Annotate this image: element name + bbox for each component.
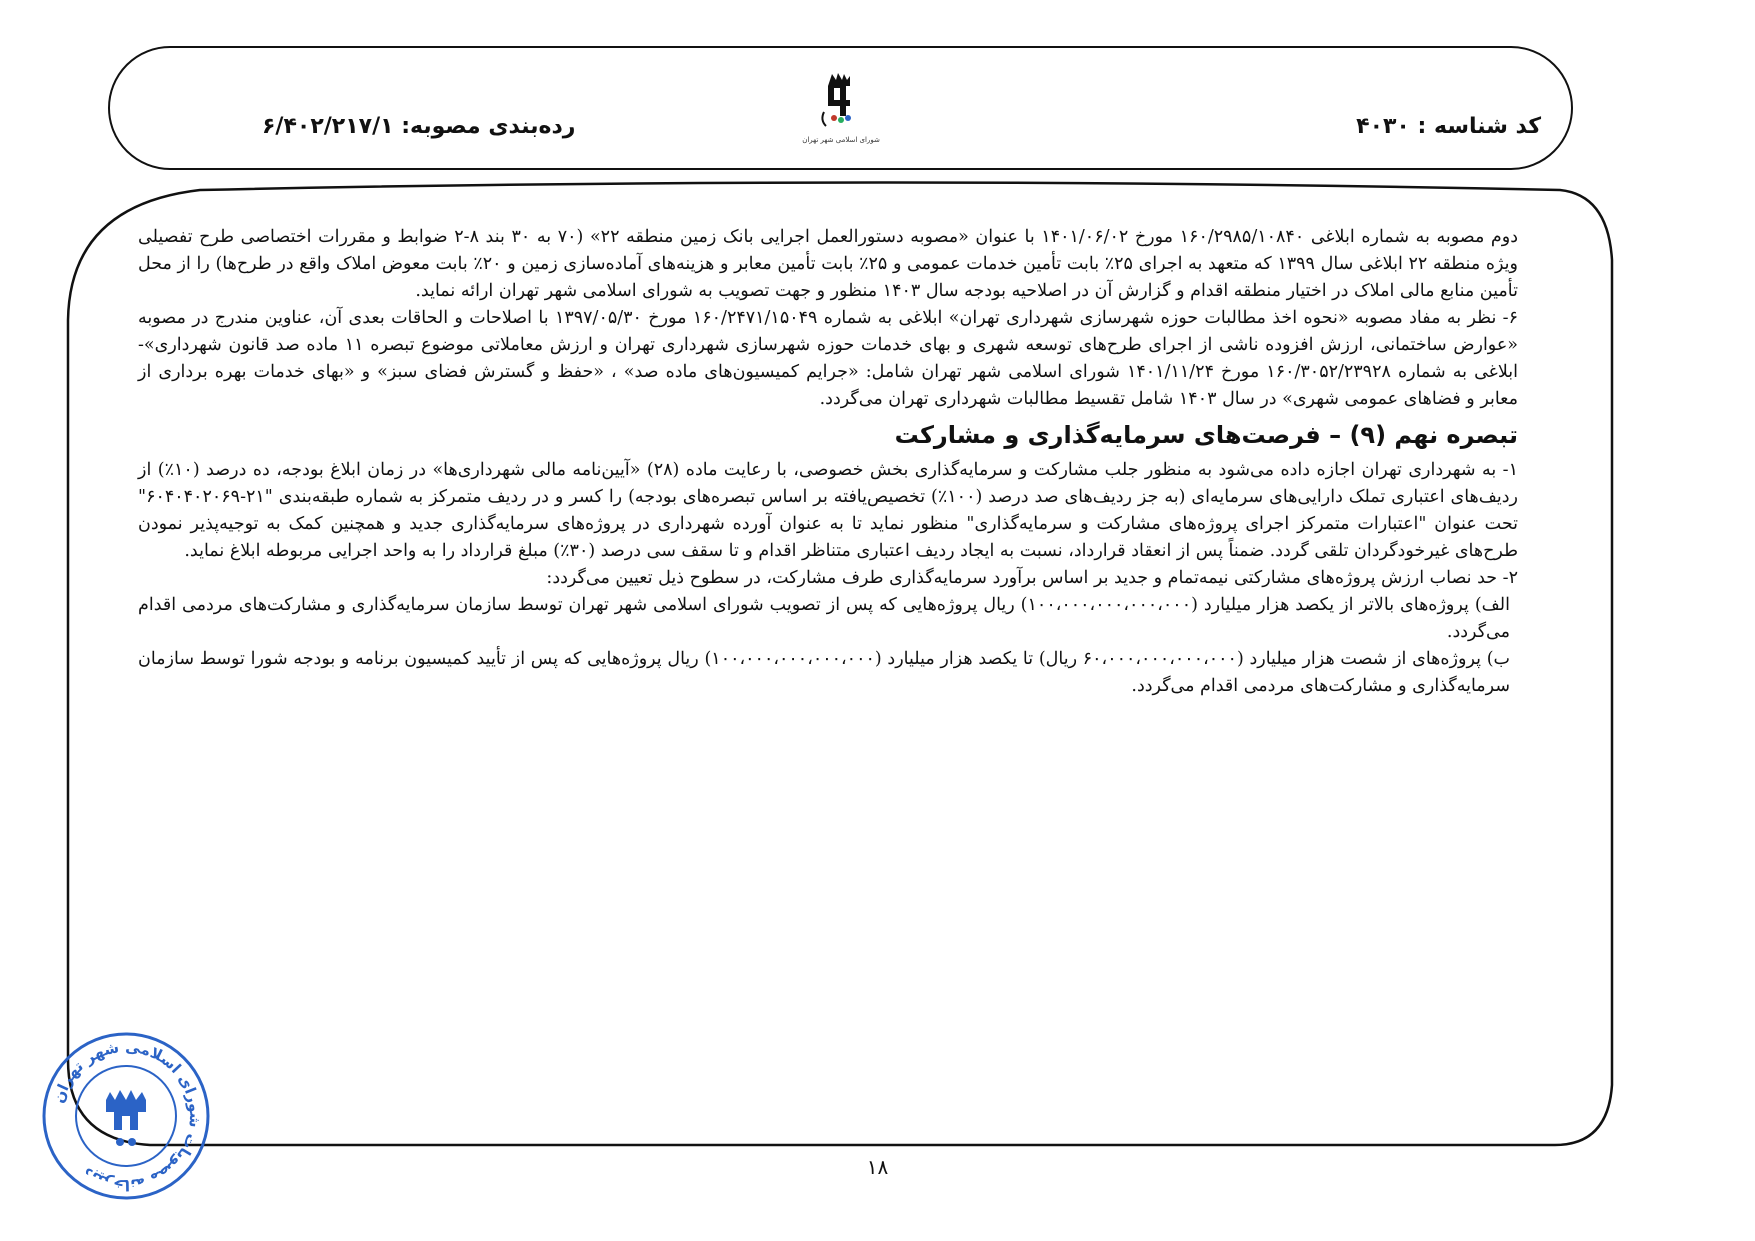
paragraph-6: ۶- نظر به مفاد مصوبه «نحوه اخذ مطالبات حوزه شهرسازی شهرداری تهران» ابلاغی به شماره ۱۶۰/۲۴۷۱/۱۵۰۴۹ مورخ ۱۳۹۷/۰۵/۳۰ با اصلاحات و الحاقات بعدی آن، عناوین مندرج در مصوبه «عوارض ساختمانی، ارزش افزوده ناشی از اجرای طرح‌های توسعه شهری و بهای خدمات حوزه شهرسازی شهرداری تهران و ارزش معاملاتی موضوع تبصره ۱۱ ماده صد قانون شهرداری»- ابلاغی به شماره ۱۶۰/۳۰۵۲/۲۳۹۲۸ مورخ ۱۴۰۱/۱۱/۲۴ شورای اسلامی شهر تهران شامل: «جرایم کمیسیون‌های ماده صد» ، «حفظ و گسترش فضای سبز» و «بهای خدمات بهره برداری از معابر و فضاهای عمومی شهری» در سال ۱۴۰۳ شامل تقسیط مطالبات شهرداری تهران می‌گردد.: [138, 308, 1518, 409]
council-emblem-icon: [802, 70, 880, 148]
resolution-body: [138, 224, 1518, 700]
paragraph-9-2: ۲- حد نصاب ارزش پروژه‌های مشارکتی نیمه‌تمام و جدید بر اساس برآورد سرمایه‌گذاری طرف مشارکت، در سطوح ذیل تعیین می‌گردد:: [546, 568, 1518, 588]
svg-text:شورای اسلامی شهر تهران: شورای اسلامی شهر تهران: [802, 136, 880, 144]
paragraph-intro: دوم مصوبه به شماره ابلاغی ۱۶۰/۲۹۸۵/۱۰۸۴۰ مورخ ۱۴۰۱/۰۶/۰۲ با عنوان «مصوبه دستورالعمل اجرایی بانک زمین منطقه ۲۲» (۷۰ به ۳۰ بند ۸-۲ ضوابط و مقررات اختصاصی طرح تفصیلی ویژه منطقه ۲۲ ابلاغی سال ۱۳۹۹ که متعهد به اجرای ۲۵٪ بابت تأمین خدمات عمومی و ۲۵٪ بابت تأمین معابر و هزینه‌های آماده‌سازی زمین و ۲۰٪ بابت معوض املاک واقع در طرح‌ها) را از محل تأمین منابع مالی املاک در اختیار منطقه اقدام و گزارش آن در اصلاحیه بودجه سال ۱۴۰۳ منظور و جهت تصویب به شورای اسلامی شهر تهران ارائه نماید.: [138, 227, 1518, 301]
paragraph-9-2-b: ب) پروژه‌های از شصت هزار میلیارد (۶۰،۰۰۰،۰۰۰،۰۰۰،۰۰۰ ریال) تا یکصد هزار میلیارد (۱۰۰،۰۰۰،۰۰۰،۰۰۰،۰۰۰) ریال پروژه‌هایی که پس از تأیید کمیسیون برنامه و بودجه شورا توسط سازمان سرمایه‌گذاری و مشارکت‌های مردمی اقدام می‌گردد.: [138, 649, 1510, 696]
header-box: [108, 46, 1573, 170]
paragraph-9-1: ۱- به شهرداری تهران اجازه داده می‌شود به منظور جلب مشارکت و سرمایه‌گذاری بخش خصوصی، با رعایت ماده (۲۸) «آیین‌نامه مالی شهرداری‌ها» در زمان ابلاغ بودجه، ده درصد (۱۰٪) از ردیف‌های اعتباری تملک دارایی‌های سرمایه‌ای (به جز ردیف‌های صد درصد (۱۰۰٪) تخصیص‌یافته بر اساس تبصره‌های بودجه) را کسر و در ردیف متمرکز به شماره طبقه‌بندی "۲۱-۶۰۴۰۴۰۲۰۶۹" تحت عنوان "اعتبارات متمرکز اجرای پروژه‌های مشارکت و سرمایه‌گذاری" منظور نماید تا به عنوان آورده شهرداری در پروژه‌های سرمایه‌گذاری جدید و همچنین کمک به توجیه‌پذیر نمودن طرح‌های غیرخودگردان تلقی گردد. ضمناً پس از انعقاد قرارداد، نسبت به ایجاد ردیف اعتباری متناظر اقدام و تا سقف سی درصد (۳۰٪) مبلغ قرارداد را به واحد اجرایی مربوطه ابلاغ نماید.: [138, 460, 1519, 561]
section-heading: تبصره نهم (۹) – فرصت‌های سرمایه‌گذاری و مشارکت: [894, 421, 1518, 449]
svg-text:دبیرخانه مصوبات شورای اسلامی ش: دبیرخانه مصوبات شورای اسلامی شهر تهران: [49, 1037, 205, 1195]
document-id-code: کد شناسه : ۴۰۳۰: [1356, 114, 1541, 139]
page-number: ۱۸: [866, 1155, 889, 1179]
resolution-classification: رده‌بندی مصوبه: ۶/۴۰۲/۲۱۷/۱: [262, 114, 576, 139]
paragraph-9-2-a: الف) پروژه‌های بالاتر از یکصد هزار میلیارد (۱۰۰،۰۰۰،۰۰۰،۰۰۰،۰۰۰) ریال پروژه‌هایی که پس از تصویب شورای اسلامی شهر تهران توسط سازمان سرمایه‌گذاری و مشارکت‌های مردمی اقدام می‌گردد.: [138, 595, 1510, 642]
